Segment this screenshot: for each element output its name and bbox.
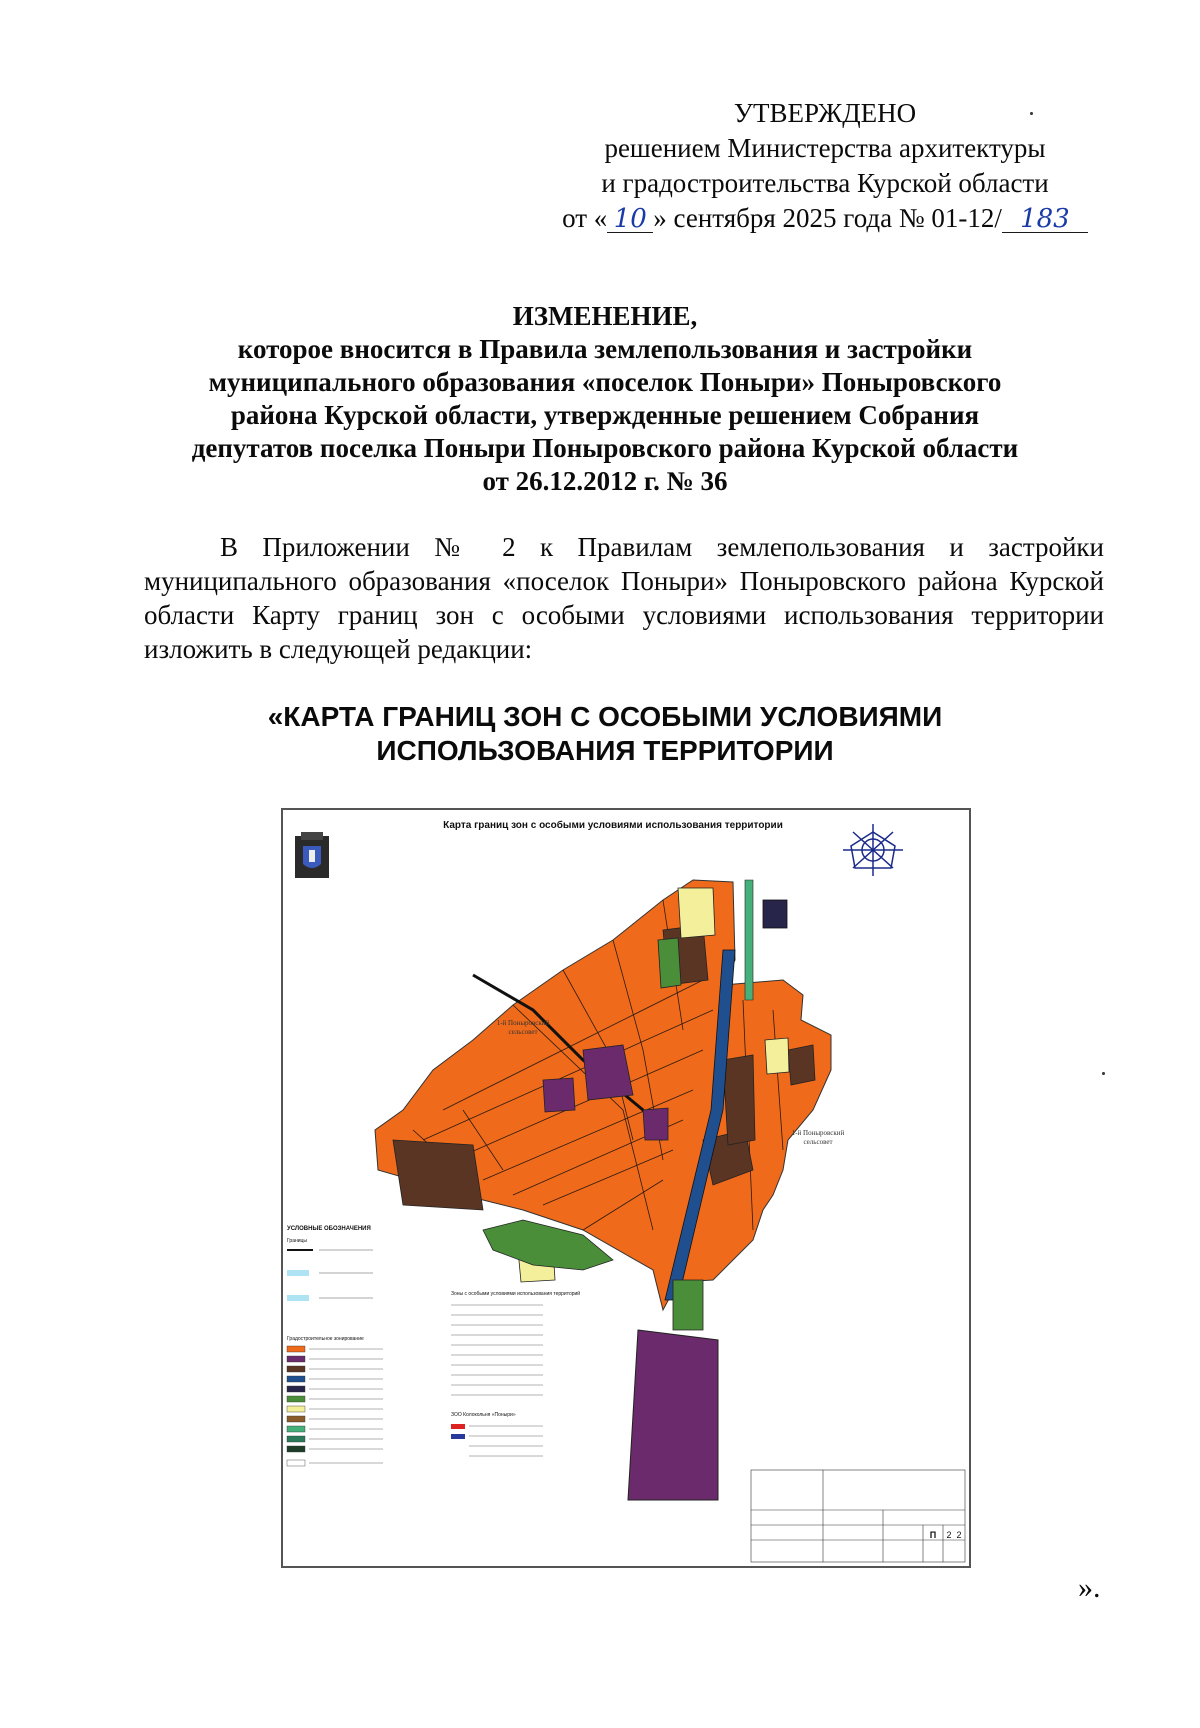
legend-title: УСЛОВНЫЕ ОБОЗНАЧЕНИЯ — [287, 1226, 371, 1232]
scan-speck — [1030, 112, 1033, 115]
compass-rose-icon — [843, 824, 903, 876]
date-prefix: от « — [562, 203, 608, 233]
title-line: муниципального образования «поселок Поныри» Поныровского — [208, 367, 1002, 397]
date-middle: » сентября 2025 года № 01-12/ — [653, 203, 1002, 233]
zoning-map — [281, 808, 971, 1568]
approval-heading: УТВЕРЖДЕНО — [733, 98, 917, 128]
approval-block — [520, 96, 1130, 236]
map-heading-line: ИСПОЛЬЗОВАНИЯ ТЕРРИТОРИИ — [376, 735, 834, 766]
zone-recreation — [658, 938, 681, 988]
zone-public-south — [628, 1330, 718, 1500]
scan-speck — [1102, 1072, 1105, 1075]
title-line: которое вносится в Правила землепользования и застройки — [237, 334, 973, 364]
title-line: ИЗМЕНЕНИЕ, — [512, 301, 698, 331]
map-heading-line: «КАРТА ГРАНИЦ ЗОН С ОСОБЫМИ УСЛОВИЯМИ — [267, 701, 943, 732]
sheet-code: П — [929, 1530, 937, 1540]
zone-special — [763, 900, 787, 928]
region-label: 1-й Поныровский — [496, 1019, 550, 1027]
title-line: депутатов поселка Поныри Поныровского района Курской области — [191, 433, 1019, 463]
coat-of-arms-icon — [295, 832, 329, 878]
zone-production — [723, 1055, 755, 1145]
region-label: 1-й Поныровский — [791, 1129, 845, 1137]
approval-authority-region: и градостроительства Курской области — [601, 168, 1049, 198]
zone-agri — [765, 1038, 789, 1074]
document-title — [140, 300, 1070, 498]
zone-public — [543, 1078, 575, 1112]
map-legend — [287, 1226, 383, 1466]
map-inner-title: Карта границ зон с особыми условиями использования территории — [443, 820, 783, 831]
approval-date-line — [520, 201, 1130, 236]
zoning-map-svg — [283, 810, 969, 1566]
zone-recreation-south — [673, 1280, 703, 1330]
map-legend-zones — [451, 1290, 580, 1456]
sheet-number: 2 — [946, 1530, 952, 1540]
legend-section: Градостроительное зонирование — [287, 1336, 364, 1342]
handwritten-number: 183 — [1002, 206, 1088, 233]
approval-authority: решением Министерства архитектуры — [604, 133, 1046, 163]
map-heading — [140, 700, 1070, 768]
title-line: района Курской области, утвержденные решением Собрания — [230, 400, 980, 430]
body-paragraph: В Приложении № 2 к Правилам землепользования и застройки муниципального образования «поселок Поныри» Поныровского района Курской области Карту границ зон с особыми условиями использования территории изложить в следующей редакции: — [144, 532, 1104, 664]
region-label: сельсовет — [803, 1138, 833, 1146]
closing-quote: ». — [1078, 1571, 1101, 1604]
zone-public — [643, 1108, 668, 1140]
zone-protection-strip — [745, 880, 753, 1000]
map-title-block — [751, 1470, 965, 1562]
sheet-total: 2 — [956, 1530, 962, 1540]
zone-production — [393, 1140, 483, 1210]
title-line: от 26.12.2012 г. № 36 — [482, 466, 728, 496]
legend-section: ЗОО Колокольня «Поныри» — [451, 1412, 516, 1418]
legend-section: Зоны с особыми условиями использования территорий — [451, 1291, 581, 1297]
zone-production — [788, 1045, 815, 1085]
region-label: сельсовет — [508, 1028, 538, 1036]
legend-section: Границы — [287, 1238, 307, 1244]
handwritten-day: 10 — [607, 206, 653, 233]
zone-agri — [678, 888, 715, 938]
